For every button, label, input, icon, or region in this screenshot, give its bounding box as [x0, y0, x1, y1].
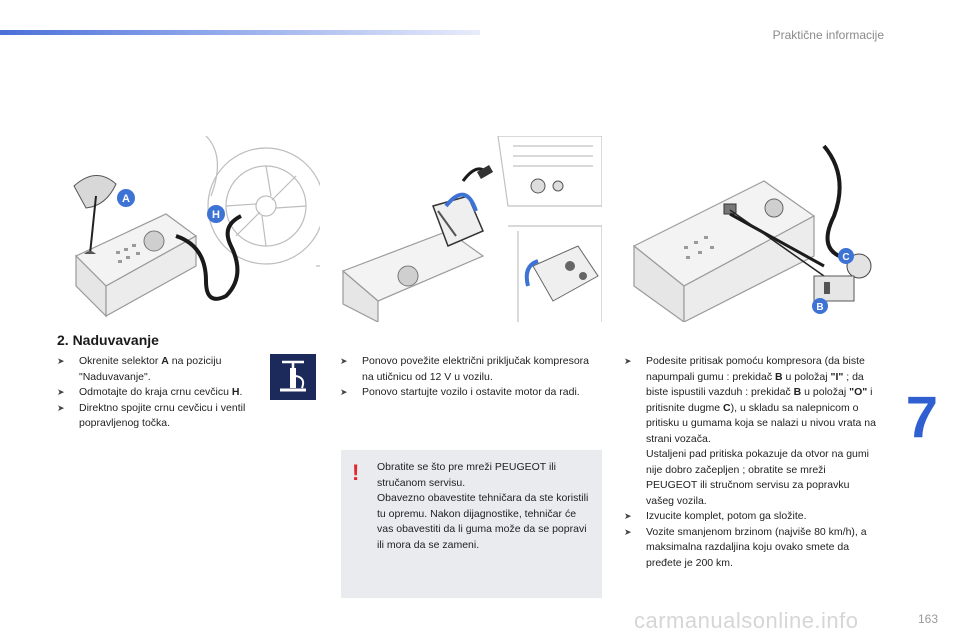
bullet-arrow-icon: ➤ [624, 356, 632, 366]
illustration-3-drawing [624, 136, 888, 322]
callout-c-label: C [842, 252, 850, 263]
warning-exclamation-icon: ! [352, 460, 360, 485]
illustration-inflation-setup [56, 136, 320, 322]
illustration-2-drawing [338, 136, 602, 322]
list-item: ➤ Direktno spojite crnu cevčicu i ventil popravljenog točka. [57, 401, 246, 429]
chapter-number: 7 [905, 385, 938, 450]
header-accent-bar [0, 30, 480, 35]
list-item: ➤ Okrenite selektor A na poziciju "Naduvavanje". [57, 355, 222, 383]
callout-h-label: H [212, 209, 220, 221]
inflation-steps-list [57, 354, 267, 432]
bullet-arrow-icon: ➤ [624, 511, 632, 521]
bullet-arrow-icon: ➤ [57, 402, 65, 413]
bullet-arrow-icon: ➤ [57, 356, 65, 366]
list-item: ➤ Odmotajte do kraja crnu cevčicu H. [57, 385, 267, 401]
list-item: ➤ Ponovo povežite električni priključak kompresora na utičnicu od 12 V u vozilu. [340, 355, 590, 383]
list-item: ➤ Vozite smanjenom brzinom (najviše 80 km/h), a maksimalna razdaljina koju ovako smete da pređete je 200 km. [624, 525, 867, 569]
list-item: ➤ Ponovo startujte vozilo i ostavite motor da radi. [340, 385, 602, 401]
bullet-arrow-icon: ➤ [340, 356, 348, 366]
list-item: ➤ Izvucite komplet, potom ga složite. [624, 509, 879, 525]
section-label: Praktične informacije [772, 28, 884, 42]
bullet-arrow-icon: ➤ [624, 526, 632, 537]
tyre-pump-icon [270, 354, 316, 400]
bullet-arrow-icon: ➤ [340, 387, 348, 397]
list-item: ➤ Podesite pritisak pomoću kompresora (da biste napumpali gumu : prekidač B u položaj "I" ; da biste ispustili vazduh : prekidač B u položaj "O" i pritisnite dugme C), u skladu sa nalepnicom o pritisku u gumama koja se nalazi u nivou vrata na strani vozača. Ustaljeni pad pritiska pokazuje da otvor na gumi nije dobro začepljen ; obratite se mreži PEUGEOT ili stručnom servisu za popravku vašeg vozila. [624, 355, 876, 507]
pressure-steps-list [624, 354, 879, 571]
bullet-arrow-icon: ➤ [57, 387, 65, 397]
section-heading: 2. Naduvavanje [57, 332, 159, 348]
warning-box [341, 450, 602, 598]
restart-steps-list [340, 354, 602, 401]
warning-text: Obratite se što pre mreži PEUGEOT ili stručanom servisu. Obavezno obavestite tehničara da ste koristili tu opremu. Nakon dijagnostike, tehničar će vas obavestiti da li guma može da se popravi ili mora da se zameni. [377, 461, 589, 551]
callout-b-label: B [816, 302, 824, 313]
callout-a-label: A [122, 193, 130, 205]
illustration-pressure-controls [624, 136, 888, 322]
illustration-plug-and-start [338, 136, 602, 322]
page-number: 163 [917, 612, 938, 626]
illustration-1-drawing [56, 136, 320, 322]
watermark: carmanualsonline.info [634, 608, 859, 633]
